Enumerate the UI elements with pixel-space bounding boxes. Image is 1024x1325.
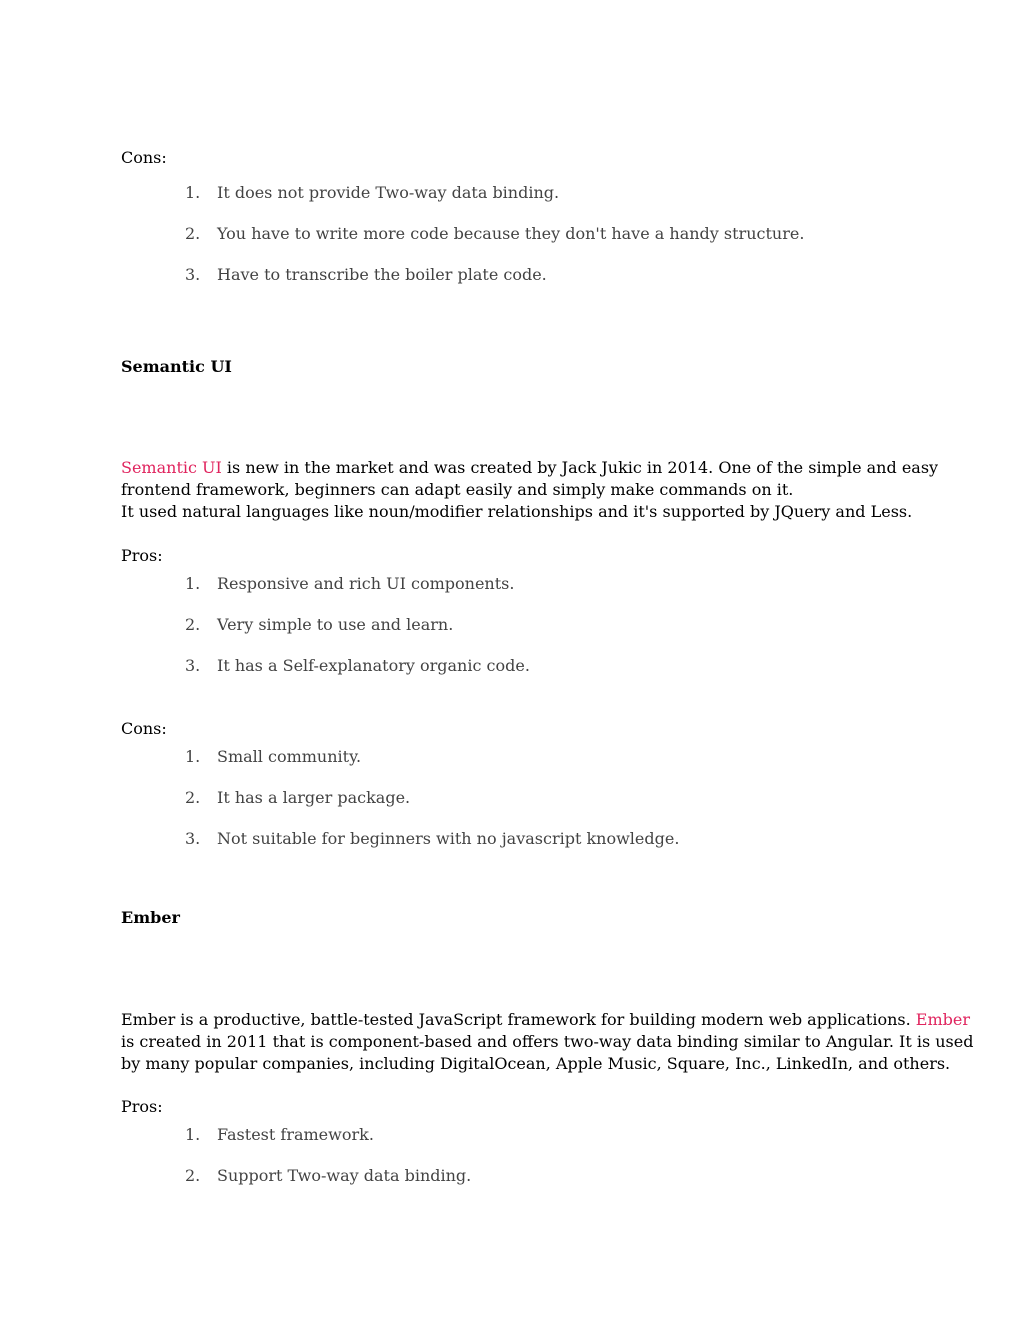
list-number: 3. xyxy=(185,656,201,675)
semantic-ui-paragraph xyxy=(121,457,939,522)
list-number: 2. xyxy=(185,224,201,243)
paragraph-text: is new in the market and was created by Jack Jukic in 2014. One of the simple and easy xyxy=(221,458,939,477)
list-text: Not suitable for beginners with no javascript knowledge. xyxy=(217,829,680,848)
cons-label: Cons: xyxy=(121,148,167,167)
list-number: 2. xyxy=(185,1166,201,1185)
list-text: Responsive and rich UI components. xyxy=(217,574,515,593)
list-number: 1. xyxy=(185,1125,201,1144)
list-text: Have to transcribe the boiler plate code. xyxy=(217,265,547,284)
list-text: You have to write more code because they don't have a handy structure. xyxy=(217,224,805,243)
section-heading-semantic-ui: Semantic UI xyxy=(121,357,232,376)
list-text: Very simple to use and learn. xyxy=(217,615,454,634)
section-heading-ember: Ember xyxy=(121,908,180,927)
paragraph-line: frontend framework, beginners can adapt easily and simply make commands on it. xyxy=(121,479,794,499)
list-text: It has a Self-explanatory organic code. xyxy=(217,656,530,675)
semantic-ui-link[interactable]: Semantic UI xyxy=(121,458,222,477)
ember-link[interactable]: Ember xyxy=(915,1010,970,1029)
list-number: 2. xyxy=(185,615,201,634)
list-text: It has a larger package. xyxy=(217,788,411,807)
list-text: Support Two-way data binding. xyxy=(217,1166,472,1185)
paragraph-line xyxy=(121,1009,970,1031)
list-number: 1. xyxy=(185,747,201,766)
list-text: Small community. xyxy=(217,747,362,766)
list-number: 1. xyxy=(185,183,201,202)
pros-label: Pros: xyxy=(121,546,163,565)
paragraph-line xyxy=(121,457,939,479)
list-number: 1. xyxy=(185,574,201,593)
ember-paragraph xyxy=(121,1009,974,1074)
paragraph-line: by many popular companies, including DigitalOcean, Apple Music, Square, Inc., LinkedIn, and others. xyxy=(121,1053,951,1073)
paragraph-line: is created in 2011 that is component-based and offers two-way data binding similar to Angular. It is used xyxy=(121,1031,974,1051)
pros-label: Pros: xyxy=(121,1097,163,1116)
list-number: 3. xyxy=(185,829,201,848)
list-text: It does not provide Two-way data binding. xyxy=(217,183,560,202)
list-number: 2. xyxy=(185,788,201,807)
paragraph-text: Ember is a productive, battle-tested JavaScript framework for building modern web applications. xyxy=(121,1010,916,1029)
list-number: 3. xyxy=(185,265,201,284)
paragraph-line: It used natural languages like noun/modifier relationships and it's supported by JQuery and Less. xyxy=(121,501,913,521)
list-text: Fastest framework. xyxy=(217,1125,374,1144)
cons-label: Cons: xyxy=(121,719,167,738)
